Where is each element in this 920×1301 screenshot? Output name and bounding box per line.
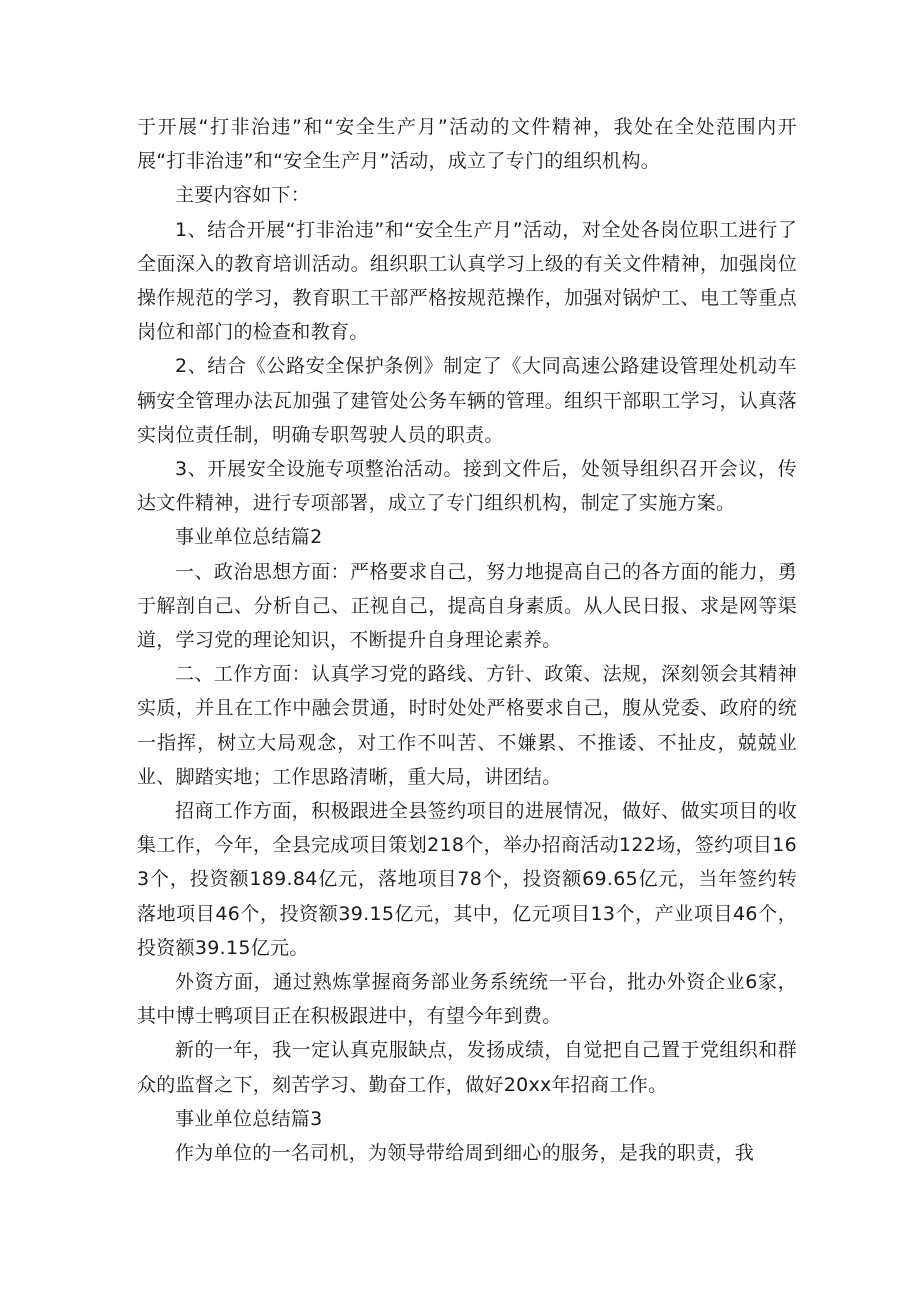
paragraph-political: 一、政治思想方面：严格要求自己，努力地提高自己的各方面的能力，勇于解剖自己、分析自己、正视自己，提高自身素质。从人民日报、求是网等渠道，学习党的理论知识，不断提升自身理论素养。 xyxy=(137,560,797,652)
section-heading-3: 事业单位总结篇3 xyxy=(175,1107,323,1130)
section-heading-2: 事业单位总结篇2 xyxy=(175,526,323,549)
paragraph-work: 二、工作方面：认真学习党的路线、方针、政策、法规，深刻领会其精神实质，并且在工作中融会贯通，时时处处严格要求自己，腹从党委、政府的统一指挥，树立大局观念，对工作不叫苦、不嫌累、不推诿、不扯皮，兢兢业业、脚踏实地；工作思路清晰，重大局，讲团结。 xyxy=(137,663,797,788)
document-body xyxy=(137,110,797,1170)
paragraph-item-1: 1、结合开展“打非治违”和“安全生产月”活动，对全处各岗位职工进行了全面深入的教育培训活动。组织职工认真学习上级的有关文件精神，加强岗位操作规范的学习，教育职工干部严格按规范操作，加强对锅炉工、电工等重点岗位和部门的检查和教育。 xyxy=(137,218,797,344)
paragraph-investment: 招商工作方面，积极跟进全县签约项目的进展情况，做好、做实项目的收集工作，今年，全县完成项目策划218个，举办招商活动122场，签约项目163个，投资额189.84亿元，落地项目78个，投资额69.65亿元，当年签约转落地项目46个，投资额39.15亿元，其中，亿元项目13个，产业项目46个，投资额39.15亿元。 xyxy=(137,800,797,959)
paragraph-item-2: 2、结合《公路安全保护条例》制定了《大同高速公路建设管理处机动车辆安全管理办法瓦加强了建管处公务车辆的管理。组织干部职工学习，认真落实岗位责任制，明确专职驾驶人员的职责。 xyxy=(137,355,797,446)
paragraph-new-year: 新的一年，我一定认真克服缺点，发扬成绩，自觉把自己置于党组织和群众的监督之下，刻苦学习、勤奋工作，做好20xx年招商工作。 xyxy=(137,1039,797,1096)
paragraph-continuation: 于开展“打非治违”和“安全生产月”活动的文件精神，我处在全处范围内开展“打非治违”和“安全生产月”活动，成立了专门的组织机构。 xyxy=(137,116,797,173)
paragraph-main-content-intro: 主要内容如下： xyxy=(175,184,311,207)
paragraph-driver: 作为单位的一名司机，为领导带给周到细心的服务，是我的职责，我 xyxy=(175,1142,755,1165)
paragraph-foreign-capital: 外资方面，通过熟炼掌握商务部业务系统统一平台，批办外资企业6家，其中博士鸭项目正在积极跟进中，有望今年到费。 xyxy=(137,971,797,1028)
paragraph-item-3: 3、开展安全设施专项整治活动。接到文件后，处领导组织召开会议，传达文件精神，进行专项部署，成立了专门组织机构，制定了实施方案。 xyxy=(137,458,797,515)
